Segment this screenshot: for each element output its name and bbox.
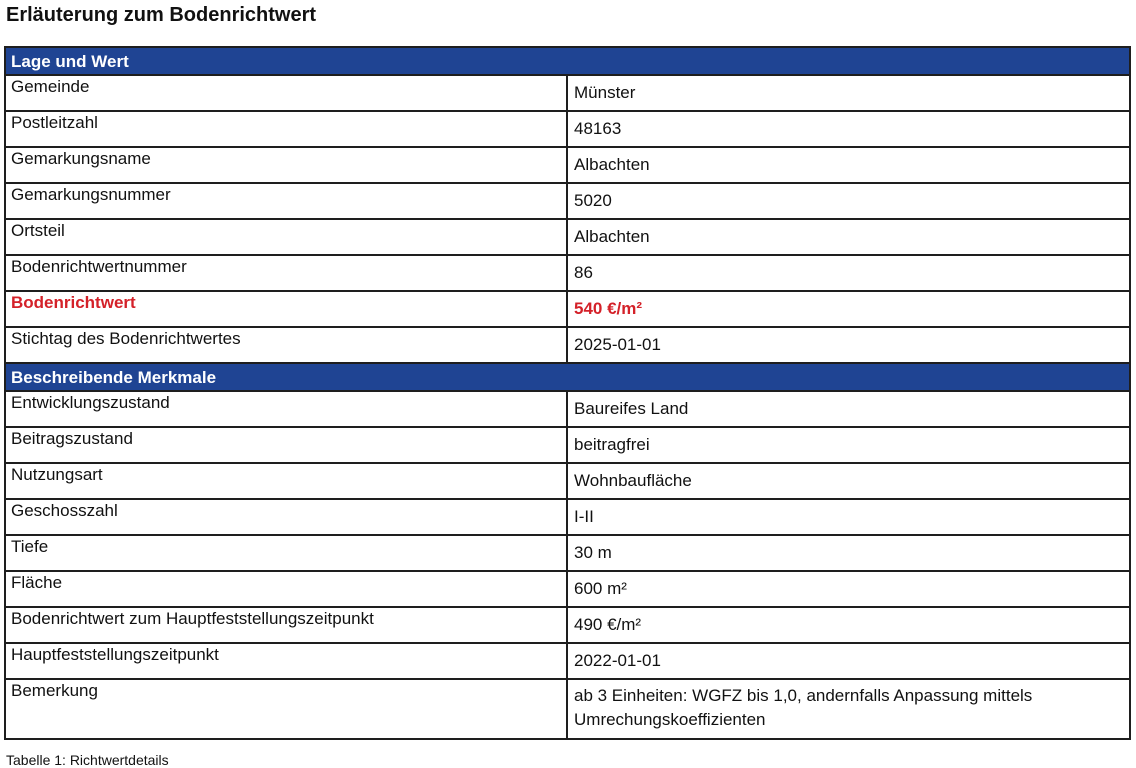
table-row-entwicklungszustand xyxy=(5,391,1130,427)
table-row-postleitzahl xyxy=(5,111,1130,147)
page-title: Erläuterung zum Bodenrichtwert xyxy=(6,4,317,26)
row-label: Gemarkungsnummer xyxy=(5,183,567,219)
row-label: Geschosszahl xyxy=(5,499,567,535)
row-value: Albachten xyxy=(567,219,1130,255)
section-heading: Lage und Wert xyxy=(5,47,1130,75)
row-label: Postleitzahl xyxy=(5,111,567,147)
row-label: Bodenrichtwert xyxy=(5,291,567,327)
table-row-bemerkung xyxy=(5,679,1130,739)
row-label: Bemerkung xyxy=(5,679,567,739)
row-label: Fläche xyxy=(5,571,567,607)
row-label: Bodenrichtwert zum Hauptfeststellungszeitpunkt xyxy=(5,607,567,643)
row-value: ab 3 Einheiten: WGFZ bis 1,0, andernfalls Anpassung mittels Umrechungskoeffizienten xyxy=(567,679,1130,739)
table-row-beitragszustand xyxy=(5,427,1130,463)
row-value: 2022-01-01 xyxy=(567,643,1130,679)
row-label: Entwicklungszustand xyxy=(5,391,567,427)
row-label: Bodenrichtwertnummer xyxy=(5,255,567,291)
row-value: Baureifes Land xyxy=(567,391,1130,427)
table-row-bodenrichtwertnummer xyxy=(5,255,1130,291)
table-row-gemeinde xyxy=(5,75,1130,111)
row-label: Beitragszustand xyxy=(5,427,567,463)
row-value: 30 m xyxy=(567,535,1130,571)
row-label: Gemeinde xyxy=(5,75,567,111)
table-row-tiefe xyxy=(5,535,1130,571)
table-row-bodenrichtwert xyxy=(5,291,1130,327)
row-label: Gemarkungsname xyxy=(5,147,567,183)
details-table xyxy=(4,46,1131,740)
table-row-gemarkungsnummer xyxy=(5,183,1130,219)
row-value: 2025-01-01 xyxy=(567,327,1130,363)
table-row-bodenrichtwert-hauptfeststellung xyxy=(5,607,1130,643)
row-value: 540 €/m² xyxy=(567,291,1130,327)
section-header-beschreibende-merkmale xyxy=(5,363,1130,391)
table-row-ortsteil xyxy=(5,219,1130,255)
table-caption: Tabelle 1: Richtwertdetails xyxy=(6,752,169,768)
row-label: Nutzungsart xyxy=(5,463,567,499)
row-value: Albachten xyxy=(567,147,1130,183)
row-value: 490 €/m² xyxy=(567,607,1130,643)
row-value: beitragfrei xyxy=(567,427,1130,463)
row-label: Hauptfeststellungszeitpunkt xyxy=(5,643,567,679)
row-value: Wohnbaufläche xyxy=(567,463,1130,499)
row-value: 48163 xyxy=(567,111,1130,147)
table-row-flaeche xyxy=(5,571,1130,607)
row-value: I-II xyxy=(567,499,1130,535)
section-header-lage-und-wert xyxy=(5,47,1130,75)
table-row-nutzungsart xyxy=(5,463,1130,499)
row-value: 600 m² xyxy=(567,571,1130,607)
row-label: Ortsteil xyxy=(5,219,567,255)
row-label: Tiefe xyxy=(5,535,567,571)
row-label: Stichtag des Bodenrichtwertes xyxy=(5,327,567,363)
table-row-geschosszahl xyxy=(5,499,1130,535)
table-row-stichtag xyxy=(5,327,1130,363)
row-value: 86 xyxy=(567,255,1130,291)
row-value: 5020 xyxy=(567,183,1130,219)
table-row-gemarkungsname xyxy=(5,147,1130,183)
table-row-hauptfeststellungszeitpunkt xyxy=(5,643,1130,679)
row-value: Münster xyxy=(567,75,1130,111)
section-heading: Beschreibende Merkmale xyxy=(5,363,1130,391)
